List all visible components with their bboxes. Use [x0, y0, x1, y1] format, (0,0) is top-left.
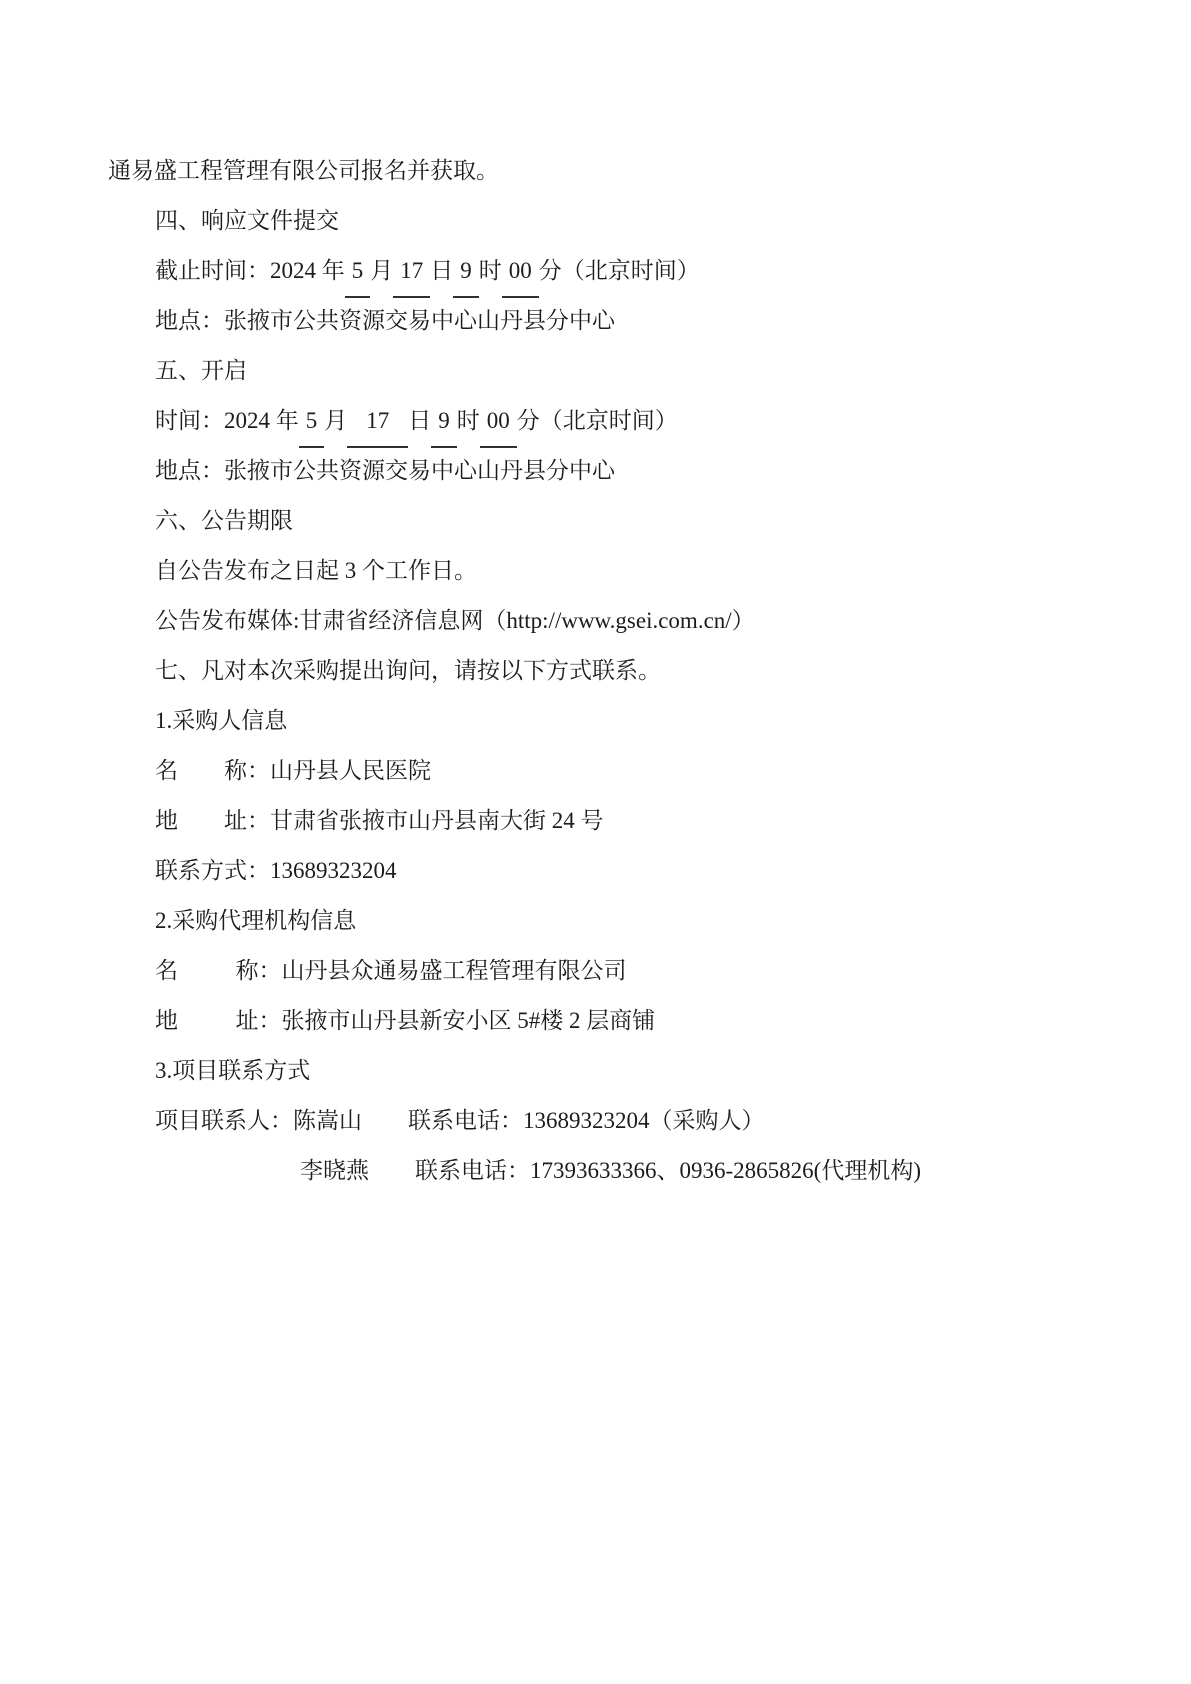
paragraph-continuation [108, 146, 1121, 196]
text-segment: 时间：2024 年 [155, 408, 299, 433]
agency-address-line [108, 996, 1121, 1046]
filled-blank: 17 [347, 398, 408, 448]
text-segment: 通易盛工程管理有限公司报名并获取。 [108, 158, 499, 183]
text-segment: 四、响应文件提交 [155, 208, 339, 233]
purchaser-address-line [108, 796, 1121, 846]
filled-blank: 00 [480, 398, 517, 448]
project-contact-heading [108, 1046, 1121, 1096]
text-segment: 月 [324, 408, 348, 433]
filled-blank: 9 [453, 248, 479, 298]
text-segment: 时 [478, 258, 502, 283]
announcement-period-line [108, 546, 1121, 596]
filled-blank: 9 [431, 398, 457, 448]
text-segment: 2.采购代理机构信息 [155, 908, 357, 933]
text-segment: 地点：张掖市公共资源交易中心山丹县分中心 [155, 308, 615, 333]
text-segment: 项目联系人：陈嵩山 联系电话：13689323204（采购人） [155, 1108, 765, 1133]
text-segment: 七、凡对本次采购提出询问，请按以下方式联系。 [155, 658, 661, 683]
purchaser-contact-line [108, 846, 1121, 896]
text-segment: 自公告发布之日起 3 个工作日。 [155, 558, 477, 583]
text-segment: 名 称：山丹县众通易盛工程管理有限公司 [155, 958, 627, 983]
text-segment: 3.项目联系方式 [155, 1058, 311, 1083]
text-segment: 联系方式：13689323204 [155, 858, 397, 883]
text-segment: 六、公告期限 [155, 508, 293, 533]
purchaser-name-line [108, 746, 1121, 796]
text-segment: 五、开启 [155, 358, 247, 383]
announcement-media-line [108, 596, 1121, 646]
document-text-block [108, 146, 1121, 1196]
section-4-heading [108, 196, 1121, 246]
text-segment: 地 址：张掖市山丹县新安小区 5#楼 2 层商铺 [155, 1008, 656, 1033]
text-segment: 李晓燕 联系电话：17393633366、0936-2865826(代理机构) [300, 1158, 921, 1183]
project-contact-line-1 [108, 1096, 1121, 1146]
project-contact-line-2 [108, 1146, 1121, 1196]
text-segment: 地 址：甘肃省张掖市山丹县南大街 24 号 [155, 808, 604, 833]
text-segment: 名 称：山丹县人民医院 [155, 758, 431, 783]
section-7-heading [108, 646, 1121, 696]
text-segment: 地点：张掖市公共资源交易中心山丹县分中心 [155, 458, 615, 483]
text-segment: 分（北京时间） [538, 258, 700, 283]
section-6-heading [108, 496, 1121, 546]
text-segment: 1.采购人信息 [155, 708, 288, 733]
purchaser-info-heading [108, 696, 1121, 746]
submission-deadline-line [108, 246, 1121, 296]
filled-blank: 00 [502, 248, 539, 298]
text-segment: 时 [456, 408, 480, 433]
filled-blank: 5 [299, 398, 325, 448]
submission-place-line [108, 296, 1121, 346]
section-5-heading [108, 346, 1121, 396]
filled-blank: 5 [345, 248, 371, 298]
opening-place-line [108, 446, 1121, 496]
text-segment: 分（北京时间） [516, 408, 678, 433]
text-segment: 日 [430, 258, 454, 283]
text-segment: 截止时间：2024 年 [155, 258, 345, 283]
agency-name-line [108, 946, 1121, 996]
text-segment: 月 [370, 258, 394, 283]
filled-blank: 17 [393, 248, 430, 298]
text-segment: 公告发布媒体:甘肃省经济信息网（http://www.gsei.com.cn/） [155, 608, 755, 633]
agency-info-heading [108, 896, 1121, 946]
opening-time-line [108, 396, 1121, 446]
text-segment: 日 [408, 408, 432, 433]
